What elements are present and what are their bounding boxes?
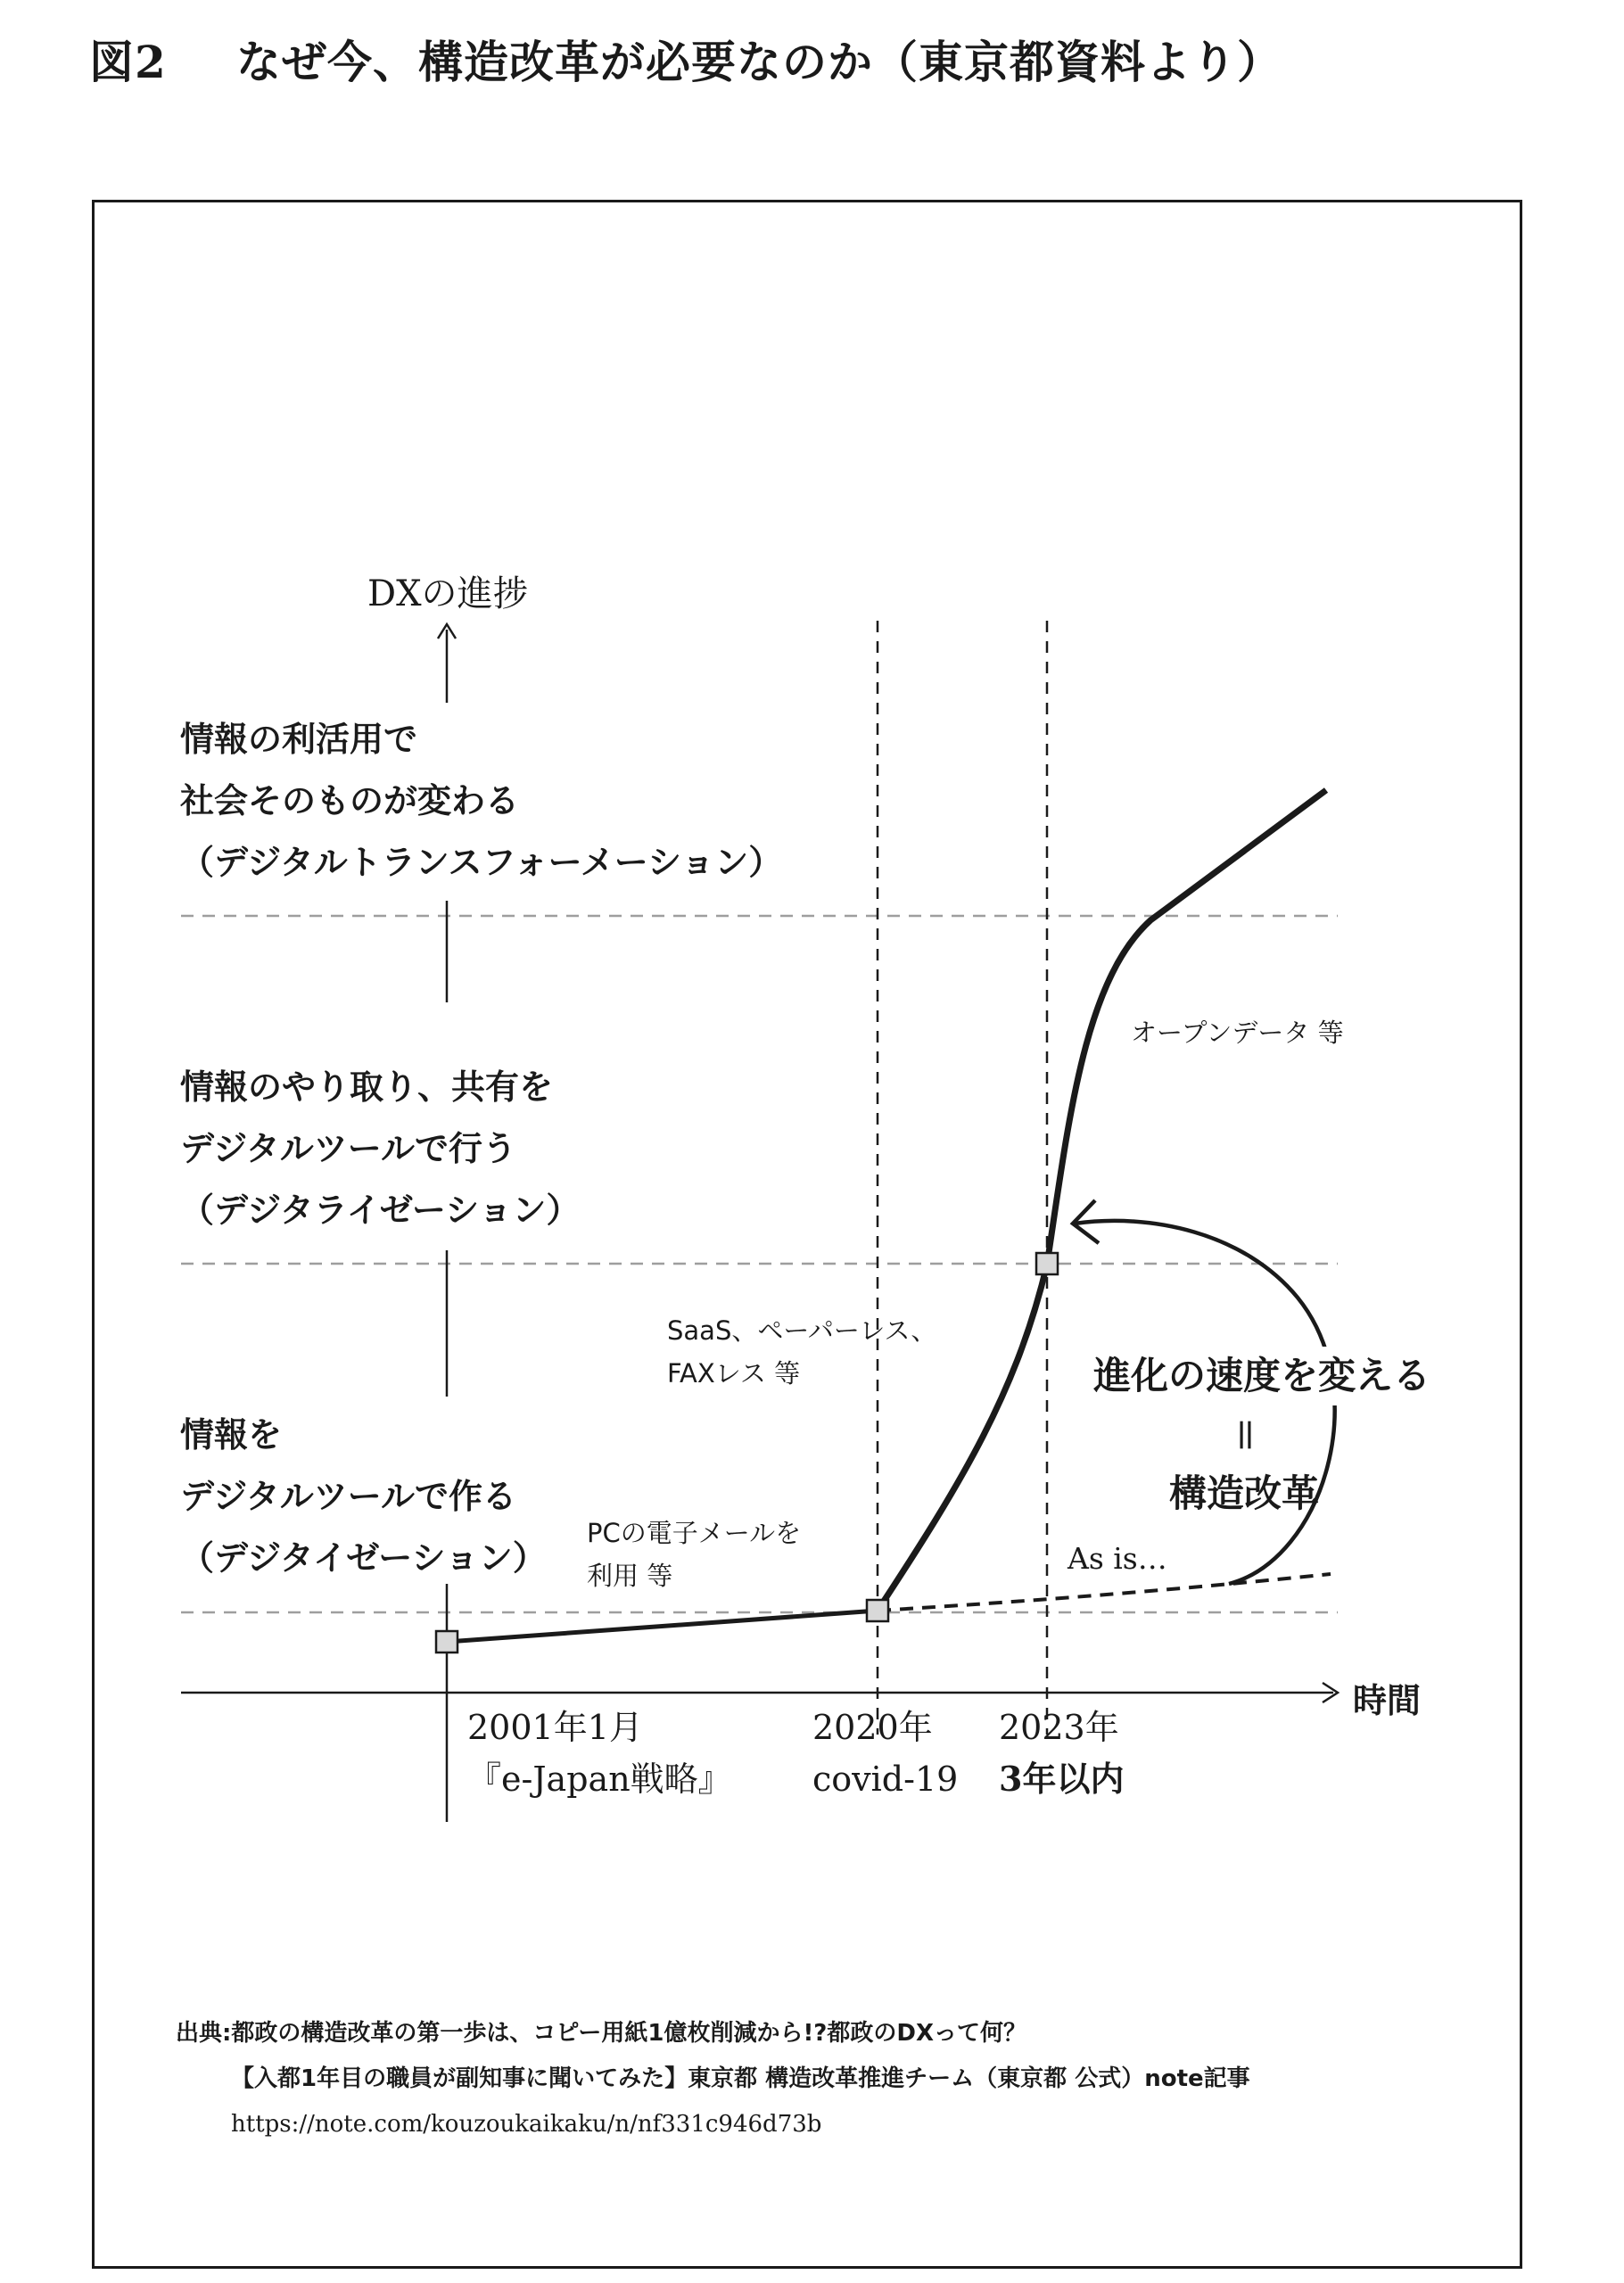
- annotation-line: PCの電子メールを: [587, 1518, 802, 1548]
- annotation-structural-reform: [1066, 1347, 1458, 1523]
- marker-2023: [1036, 1253, 1058, 1274]
- milestone-event: 3年以内: [999, 1759, 1125, 1799]
- milestone-year: 2020年: [812, 1708, 933, 1747]
- level-line: 情報を: [180, 1415, 283, 1455]
- level-transformation: [180, 709, 782, 894]
- curve-2001-2020: [447, 1611, 878, 1642]
- level-digitization: [180, 1405, 547, 1589]
- source-line-2: 【入都1年目の職員が副知事に聞いてみた】東京都 構造改革推進チーム（東京都 公式）note記事: [231, 2065, 1250, 2092]
- annotation-pc-email: [587, 1512, 801, 1597]
- annotation-as-is: As is…: [1068, 1541, 1167, 1576]
- milestone-year: 2001年1月: [467, 1708, 643, 1747]
- y-axis-label: DXの進捗: [367, 573, 529, 614]
- milestone-2001: [467, 1702, 732, 1805]
- milestone-2023: [999, 1702, 1124, 1805]
- level-line: （デジタライゼーション）: [180, 1191, 581, 1230]
- marker-2001: [436, 1631, 458, 1652]
- annotation-open-data: オープンデータ 等: [1131, 1018, 1344, 1048]
- figure-number: 図2: [89, 36, 167, 88]
- reform-equals: ＝: [1223, 1415, 1266, 1454]
- level-line: （デジタイゼーション）: [180, 1538, 547, 1578]
- level-line: デジタルツールで作る: [180, 1477, 516, 1516]
- reform-line: 構造改革: [1168, 1471, 1319, 1515]
- milestone-event: covid-19: [812, 1760, 959, 1799]
- milestone-event: 『e-Japan戦略』: [467, 1760, 732, 1799]
- source-line-1: 出典:都政の構造改革の第一歩は、コピー用紙1億枚削減から!?都政のDXって何？: [176, 2020, 1027, 2047]
- as-is-projection: [878, 1574, 1331, 1611]
- level-line: 情報の利活用で: [180, 720, 418, 759]
- reform-line: 進化の速度を変える: [1093, 1347, 1430, 1405]
- level-line: 社会そのものが変わる: [180, 781, 520, 820]
- annotation-line: FAXレス 等: [667, 1358, 801, 1389]
- level-line: （デジタルトランスフォーメーション）: [180, 843, 783, 882]
- annotation-saas: [667, 1309, 936, 1395]
- annotation-line: SaaS、ペーパーレス、: [667, 1315, 937, 1346]
- x-axis-label: 時間: [1353, 1681, 1422, 1720]
- milestone-2020: [812, 1702, 958, 1805]
- source-url[interactable]: https://note.com/kouzoukaikaku/n/nf331c946d73b: [231, 2111, 822, 2138]
- source-citation: [176, 2011, 1250, 2147]
- milestone-year: 2023年: [999, 1708, 1119, 1747]
- annotation-line: 利用 等: [587, 1561, 673, 1591]
- figure-caption: なぜ今、構造改革が必要なのか（東京都資料より）: [236, 37, 1282, 88]
- level-line: 情報のやり取り、共有を: [180, 1067, 554, 1107]
- level-line: デジタルツールで行う: [180, 1129, 516, 1168]
- level-digitalization: [180, 1057, 580, 1241]
- marker-2020: [867, 1600, 888, 1621]
